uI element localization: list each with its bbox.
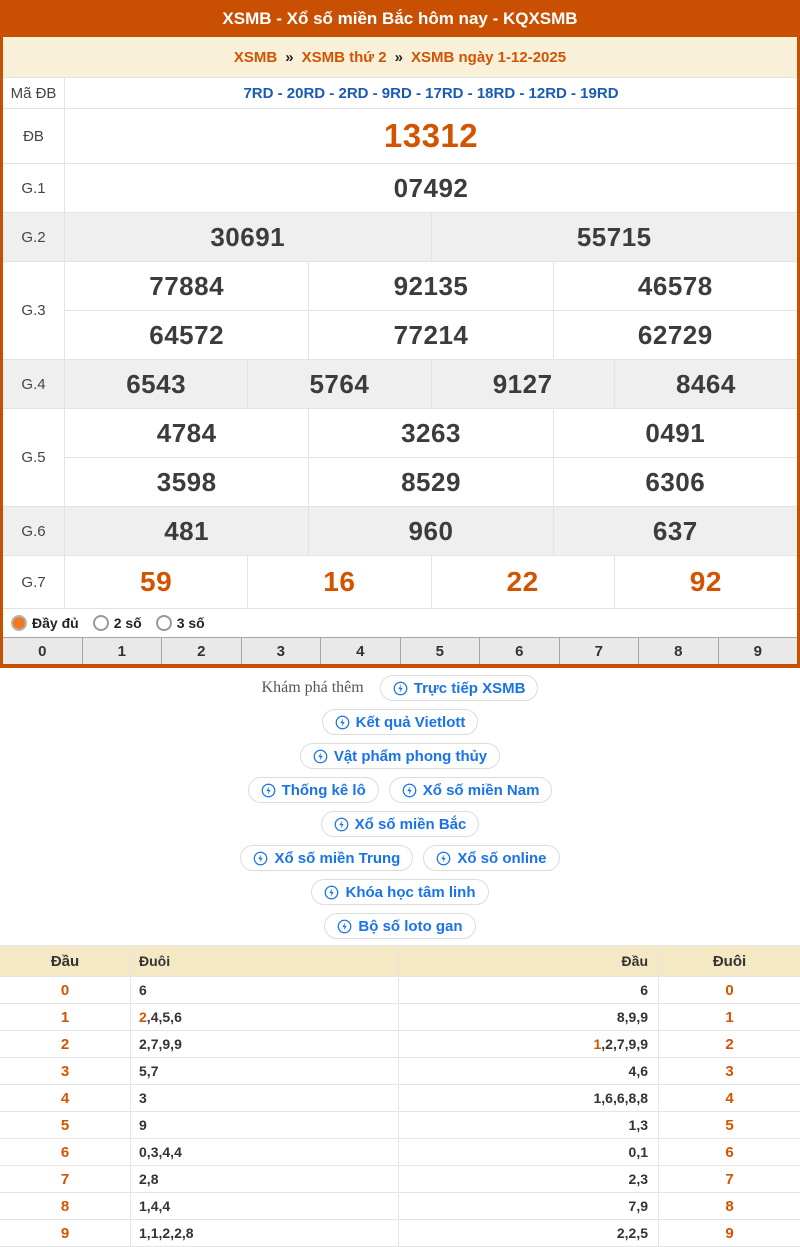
explore-button-label: Vật phẩm phong thủy <box>333 747 488 765</box>
tail-dau-right-cell <box>398 977 658 1003</box>
comma-separator: , <box>158 1009 163 1025</box>
tail-row <box>0 977 800 1004</box>
comma-separator: , <box>624 1036 629 1052</box>
digit-value: 2 <box>174 1225 182 1241</box>
bolt-in-circle-icon <box>324 885 339 900</box>
filter-option[interactable] <box>93 615 142 631</box>
tail-header-cell: Đầu <box>50 952 80 970</box>
prize-value: 960 <box>308 507 552 555</box>
prize-value: 13312 <box>383 117 479 154</box>
prize-line <box>65 556 797 608</box>
comma-separator: , <box>636 1036 641 1052</box>
prize-value: 22 <box>431 556 614 608</box>
digit-value: 9 <box>640 1009 648 1025</box>
prize-value: 77214 <box>308 311 552 359</box>
tail-duoi-cell: 8 <box>658 1193 800 1219</box>
tail-duoi-left-cell <box>130 1058 398 1084</box>
head-tail-table <box>0 945 800 1247</box>
explore-button-label: Xổ số miền Bắc <box>354 815 467 833</box>
comma-separator: , <box>146 1171 151 1187</box>
digit-value: 2 <box>139 1171 147 1187</box>
explore-button[interactable] <box>389 777 553 803</box>
explore-row <box>0 811 800 837</box>
digit-value: 1 <box>640 1144 648 1160</box>
digit-value: 4 <box>162 1144 171 1160</box>
digit-value: 3 <box>640 1117 648 1133</box>
prize-line <box>65 310 797 359</box>
prize-row <box>3 77 797 108</box>
highlighted-digit: 1 <box>593 1036 602 1052</box>
explore-button-label: Xổ số online <box>457 849 547 867</box>
digit-value: 5 <box>162 1009 171 1025</box>
tail-duoi-cell: 0 <box>658 977 800 1003</box>
digit-value: 4 <box>162 1198 171 1214</box>
tail-dau-right-cell <box>398 1058 658 1084</box>
tail-dau-cell: 8 <box>60 1197 70 1215</box>
tail-header-cell: Đầu <box>398 946 658 976</box>
prize-value: 7RD - 20RD - 2RD - 9RD - 17RD - 18RD - 12RD - 19RD <box>243 84 619 102</box>
digit-value: 8 <box>640 1090 648 1106</box>
prize-value: 8464 <box>614 360 797 408</box>
tail-header-cell: Đuôi <box>130 946 398 976</box>
comma-separator: , <box>624 1090 629 1106</box>
prize-value: 07492 <box>393 172 469 203</box>
digit-cell[interactable]: 0 <box>3 638 82 664</box>
tail-duoi-cell: 4 <box>658 1085 800 1111</box>
filter-option-label: 2 số <box>113 615 142 631</box>
prize-value: 92135 <box>308 262 552 310</box>
prize-value: 6543 <box>126 368 187 399</box>
tail-duoi-cell: 2 <box>658 1031 800 1057</box>
digit-value: 9 <box>628 1036 637 1052</box>
prize-value: 8529 <box>308 458 552 506</box>
digit-value: 2 <box>162 1225 171 1241</box>
comma-separator: , <box>170 1144 175 1160</box>
prize-row-content <box>65 213 797 261</box>
comma-separator: , <box>146 1225 151 1241</box>
comma-separator: , <box>158 1036 163 1052</box>
explore-button-label: Kết quả Vietlott <box>355 713 466 731</box>
tail-dau-cell: 4 <box>60 1089 70 1107</box>
digit-value: 6 <box>139 982 147 998</box>
tail-duoi-cell: 3 <box>658 1058 800 1084</box>
prize-value: 64572 <box>149 319 225 350</box>
explore-button-label: Bộ số loto gan <box>358 917 463 935</box>
prize-row-content <box>65 78 797 108</box>
bolt-in-circle-icon <box>402 783 417 798</box>
tail-duoi-left-cell <box>130 977 398 1003</box>
bolt-in-circle-icon <box>261 783 276 798</box>
explore-row <box>0 879 800 905</box>
tail-dau-cell: 2 <box>60 1035 70 1053</box>
explore-section <box>0 668 800 945</box>
prize-value: 62729 <box>553 311 797 359</box>
comma-separator: , <box>146 1009 151 1025</box>
digit-cell[interactable]: 4 <box>320 638 400 664</box>
explore-button-label: Khóa học tâm linh <box>345 883 476 901</box>
prize-value: 30691 <box>210 221 286 252</box>
prize-row <box>3 212 797 261</box>
filter-option-label: Đầy đủ <box>32 615 79 631</box>
comma-separator: , <box>612 1036 617 1052</box>
explore-row <box>0 845 800 871</box>
digit-value: 9 <box>640 1198 648 1214</box>
prize-row <box>3 408 797 506</box>
radio-icon[interactable] <box>156 615 172 631</box>
explore-row <box>0 777 800 803</box>
comma-separator: , <box>170 1225 175 1241</box>
prize-line <box>65 213 797 261</box>
tail-header-cell: Đuôi <box>658 946 800 976</box>
prize-row <box>3 555 797 608</box>
comma-separator: , <box>636 1117 641 1133</box>
prize-value: 3598 <box>156 466 217 497</box>
digit-value: 5 <box>640 1225 648 1241</box>
tail-dau-right-cell <box>398 1220 658 1246</box>
prize-row-label: G.2 <box>3 213 65 261</box>
bolt-in-circle-icon <box>334 817 349 832</box>
comma-separator: , <box>601 1090 606 1106</box>
tail-dau-cell: 5 <box>60 1116 70 1134</box>
prize-row <box>3 108 797 163</box>
prize-line <box>65 262 797 310</box>
comma-separator: , <box>146 1036 151 1052</box>
comma-separator: , <box>146 1144 151 1160</box>
prize-value: 55715 <box>431 213 798 261</box>
prize-value: 5764 <box>247 360 430 408</box>
prize-row-label: G.7 <box>3 556 65 608</box>
prize-value: 6306 <box>553 458 797 506</box>
explore-row <box>0 913 800 939</box>
tail-dau-cell: 6 <box>60 1143 70 1161</box>
explore-button[interactable] <box>324 913 475 939</box>
explore-button[interactable] <box>300 743 500 769</box>
breadcrumb-separator: » <box>285 48 294 66</box>
breadcrumb-link[interactable]: XSMB ngày 1-12-2025 <box>411 48 567 66</box>
prize-value: 3263 <box>308 409 552 457</box>
prize-row <box>3 261 797 359</box>
explore-label: Khám phá thêm <box>261 679 364 696</box>
digit-value: 7 <box>150 1063 159 1079</box>
prize-row-content <box>65 556 797 608</box>
digit-value: 3 <box>150 1144 159 1160</box>
prize-row-content <box>65 109 797 163</box>
digit-value: 2 <box>605 1036 613 1052</box>
digit-value: 6 <box>616 1090 625 1106</box>
prize-row-label: ĐB <box>3 109 65 163</box>
prize-line <box>65 409 797 457</box>
digit-value: 2 <box>139 1036 147 1052</box>
digit-value: 3 <box>640 1171 648 1187</box>
bolt-in-circle-icon <box>393 681 408 696</box>
comma-separator: , <box>170 1036 175 1052</box>
digit-value: 7 <box>628 1198 637 1214</box>
radio-icon[interactable] <box>11 615 27 631</box>
bolt-in-circle-icon <box>313 749 328 764</box>
tail-duoi-left-cell <box>130 1031 398 1057</box>
explore-button[interactable] <box>321 811 480 837</box>
digit-value: 8 <box>616 1009 625 1025</box>
prize-value: 4784 <box>156 417 217 448</box>
digit-value: 0 <box>628 1144 637 1160</box>
filter-option-label: 3 số <box>176 615 205 631</box>
tail-duoi-cell: 9 <box>658 1220 800 1246</box>
tail-dau-right-cell <box>398 1139 658 1165</box>
digit-value: 6 <box>605 1090 613 1106</box>
tail-dau-cell: 7 <box>60 1170 70 1188</box>
digit-cell[interactable]: 8 <box>638 638 718 664</box>
tail-dau-right-cell <box>398 1112 658 1138</box>
digit-cell[interactable]: 1 <box>82 638 162 664</box>
tail-duoi-left-cell <box>130 1004 398 1030</box>
bolt-in-circle-icon <box>337 919 352 934</box>
breadcrumb <box>3 37 797 77</box>
digit-cell[interactable]: 9 <box>718 638 798 664</box>
tail-header-row <box>0 946 800 977</box>
radio-icon[interactable] <box>93 615 109 631</box>
digit-value: 9 <box>628 1009 637 1025</box>
explore-row <box>0 743 800 769</box>
tail-row <box>0 1193 800 1220</box>
comma-separator: , <box>601 1036 606 1052</box>
digit-value: 8 <box>628 1090 637 1106</box>
tail-dau-right-cell <box>398 1004 658 1030</box>
explore-button[interactable] <box>380 675 539 701</box>
results-table <box>3 77 797 608</box>
comma-separator: , <box>158 1198 163 1214</box>
comma-separator: , <box>170 1009 175 1025</box>
digit-value: 6 <box>640 1063 648 1079</box>
tail-dau-cell: 9 <box>60 1224 70 1242</box>
digit-value: 4 <box>150 1009 159 1025</box>
explore-button-label: Trực tiếp XSMB <box>413 679 526 697</box>
prize-row-content <box>65 164 797 212</box>
bolt-in-circle-icon <box>335 715 350 730</box>
digit-cell[interactable]: 5 <box>400 638 480 664</box>
digit-value: 4 <box>150 1198 159 1214</box>
explore-row <box>0 709 800 735</box>
digit-value: 0 <box>139 1144 147 1160</box>
digit-value: 9 <box>139 1117 147 1133</box>
prize-row-label: G.6 <box>3 507 65 555</box>
tail-duoi-left-cell <box>130 1085 398 1111</box>
tail-row <box>0 1058 800 1085</box>
explore-button-label: Thống kê lô <box>281 781 366 799</box>
breadcrumb-link[interactable]: XSMB thứ 2 <box>301 48 387 66</box>
comma-separator: , <box>612 1090 617 1106</box>
tail-dau-right-cell <box>398 1166 658 1192</box>
digit-cell[interactable]: 7 <box>559 638 639 664</box>
digit-cell[interactable]: 2 <box>161 638 241 664</box>
comma-separator: , <box>636 1144 641 1160</box>
digit-value: 8 <box>185 1225 194 1241</box>
breadcrumb-link[interactable]: XSMB <box>233 48 278 66</box>
tail-row <box>0 1085 800 1112</box>
comma-separator: , <box>624 1009 629 1025</box>
tail-dau-right-cell <box>398 1085 658 1111</box>
prize-value: 77884 <box>149 270 225 301</box>
comma-separator: , <box>146 1063 151 1079</box>
tail-dau-cell: 3 <box>60 1062 70 1080</box>
prize-value: 481 <box>164 515 210 546</box>
explore-button[interactable] <box>423 845 559 871</box>
comma-separator: , <box>158 1225 163 1241</box>
digit-value: 4 <box>628 1063 637 1079</box>
comma-separator: , <box>624 1225 629 1241</box>
tail-duoi-left-cell <box>130 1139 398 1165</box>
digit-value: 1 <box>628 1117 637 1133</box>
prize-line <box>65 78 797 108</box>
digit-value: 7 <box>150 1036 159 1052</box>
comma-separator: , <box>636 1009 641 1025</box>
breadcrumb-separator: » <box>394 48 403 66</box>
comma-separator: , <box>636 1090 641 1106</box>
filter-option[interactable] <box>11 615 79 631</box>
tail-dau-cell: 1 <box>60 1008 70 1026</box>
digit-filter-row <box>3 637 797 664</box>
page-title: XSMB - Xổ số miền Bắc hôm nay - KQXSMB <box>3 0 797 37</box>
comma-separator: , <box>636 1198 641 1214</box>
prize-row-content <box>65 262 797 359</box>
prize-line <box>65 457 797 506</box>
prize-value: 9127 <box>431 360 614 408</box>
prize-value: 92 <box>614 556 797 608</box>
tail-dau-right-cell <box>398 1193 658 1219</box>
prize-row-content <box>65 507 797 555</box>
digit-value: 3 <box>139 1090 147 1106</box>
tail-duoi-cell: 5 <box>658 1112 800 1138</box>
digit-value: 1 <box>139 1198 147 1214</box>
comma-separator: , <box>636 1063 641 1079</box>
explore-button-label: Xổ số miền Nam <box>422 781 540 799</box>
prize-row-label: G.5 <box>3 409 65 506</box>
digit-cell[interactable]: 6 <box>479 638 559 664</box>
prize-line <box>65 360 797 408</box>
prize-row <box>3 359 797 408</box>
bolt-in-circle-icon <box>253 851 268 866</box>
bolt-in-circle-icon <box>436 851 451 866</box>
prize-value: 16 <box>247 556 430 608</box>
digit-value: 9 <box>640 1036 648 1052</box>
prize-row-label: G.1 <box>3 164 65 212</box>
tail-dau-right-cell <box>398 1031 658 1057</box>
tail-row <box>0 1166 800 1193</box>
tail-dau-cell: 0 <box>60 981 70 999</box>
prize-row <box>3 506 797 555</box>
digit-value: 6 <box>174 1009 182 1025</box>
prize-line <box>65 109 797 163</box>
prize-value: 59 <box>140 566 173 597</box>
prize-row-label: G.3 <box>3 262 65 359</box>
comma-separator: , <box>636 1225 641 1241</box>
digit-value: 1 <box>593 1090 602 1106</box>
prize-row-content <box>65 360 797 408</box>
prize-line <box>65 507 797 555</box>
filter-option[interactable] <box>156 615 205 631</box>
explore-button[interactable] <box>311 879 488 905</box>
digit-value: 9 <box>162 1036 171 1052</box>
tail-row <box>0 1139 800 1166</box>
tail-duoi-cell: 7 <box>658 1166 800 1192</box>
digit-value: 9 <box>174 1036 182 1052</box>
digit-value: 6 <box>640 982 648 998</box>
digit-value: 7 <box>616 1036 625 1052</box>
prize-value: 0491 <box>553 409 797 457</box>
tail-duoi-left-cell <box>130 1112 398 1138</box>
comma-separator: , <box>146 1198 151 1214</box>
prize-row-label: G.4 <box>3 360 65 408</box>
tail-duoi-left-cell <box>130 1166 398 1192</box>
digit-value: 1 <box>139 1225 147 1241</box>
prize-value: 637 <box>553 507 797 555</box>
prize-value: 46578 <box>553 262 797 310</box>
digit-value: 5 <box>139 1063 147 1079</box>
prize-row-label: Mã ĐB <box>3 78 65 108</box>
highlighted-digit: 2 <box>139 1009 147 1025</box>
prize-row <box>3 163 797 212</box>
explore-button[interactable] <box>240 845 413 871</box>
digit-value: 8 <box>150 1171 159 1187</box>
explore-button[interactable] <box>248 777 379 803</box>
tail-row <box>0 1031 800 1058</box>
tail-duoi-cell: 1 <box>658 1004 800 1030</box>
digit-cell[interactable]: 3 <box>241 638 321 664</box>
digit-value: 2 <box>616 1225 625 1241</box>
tail-duoi-left-cell <box>130 1220 398 1246</box>
tail-row <box>0 1112 800 1139</box>
tail-duoi-cell: 6 <box>658 1139 800 1165</box>
explore-button-label: Xổ số miền Trung <box>274 849 401 867</box>
tail-duoi-left-cell <box>130 1193 398 1219</box>
digit-value: 2 <box>628 1225 637 1241</box>
digit-value: 4 <box>174 1144 182 1160</box>
comma-separator: , <box>158 1144 163 1160</box>
comma-separator: , <box>181 1225 186 1241</box>
prize-line <box>65 164 797 212</box>
explore-row <box>0 675 800 701</box>
prize-row-content <box>65 409 797 506</box>
comma-separator: , <box>636 1171 641 1187</box>
digit-value: 1 <box>150 1225 159 1241</box>
tail-row <box>0 1220 800 1247</box>
digit-value: 2 <box>628 1171 637 1187</box>
explore-button[interactable] <box>322 709 479 735</box>
tail-row <box>0 1004 800 1031</box>
display-filter <box>3 608 797 637</box>
